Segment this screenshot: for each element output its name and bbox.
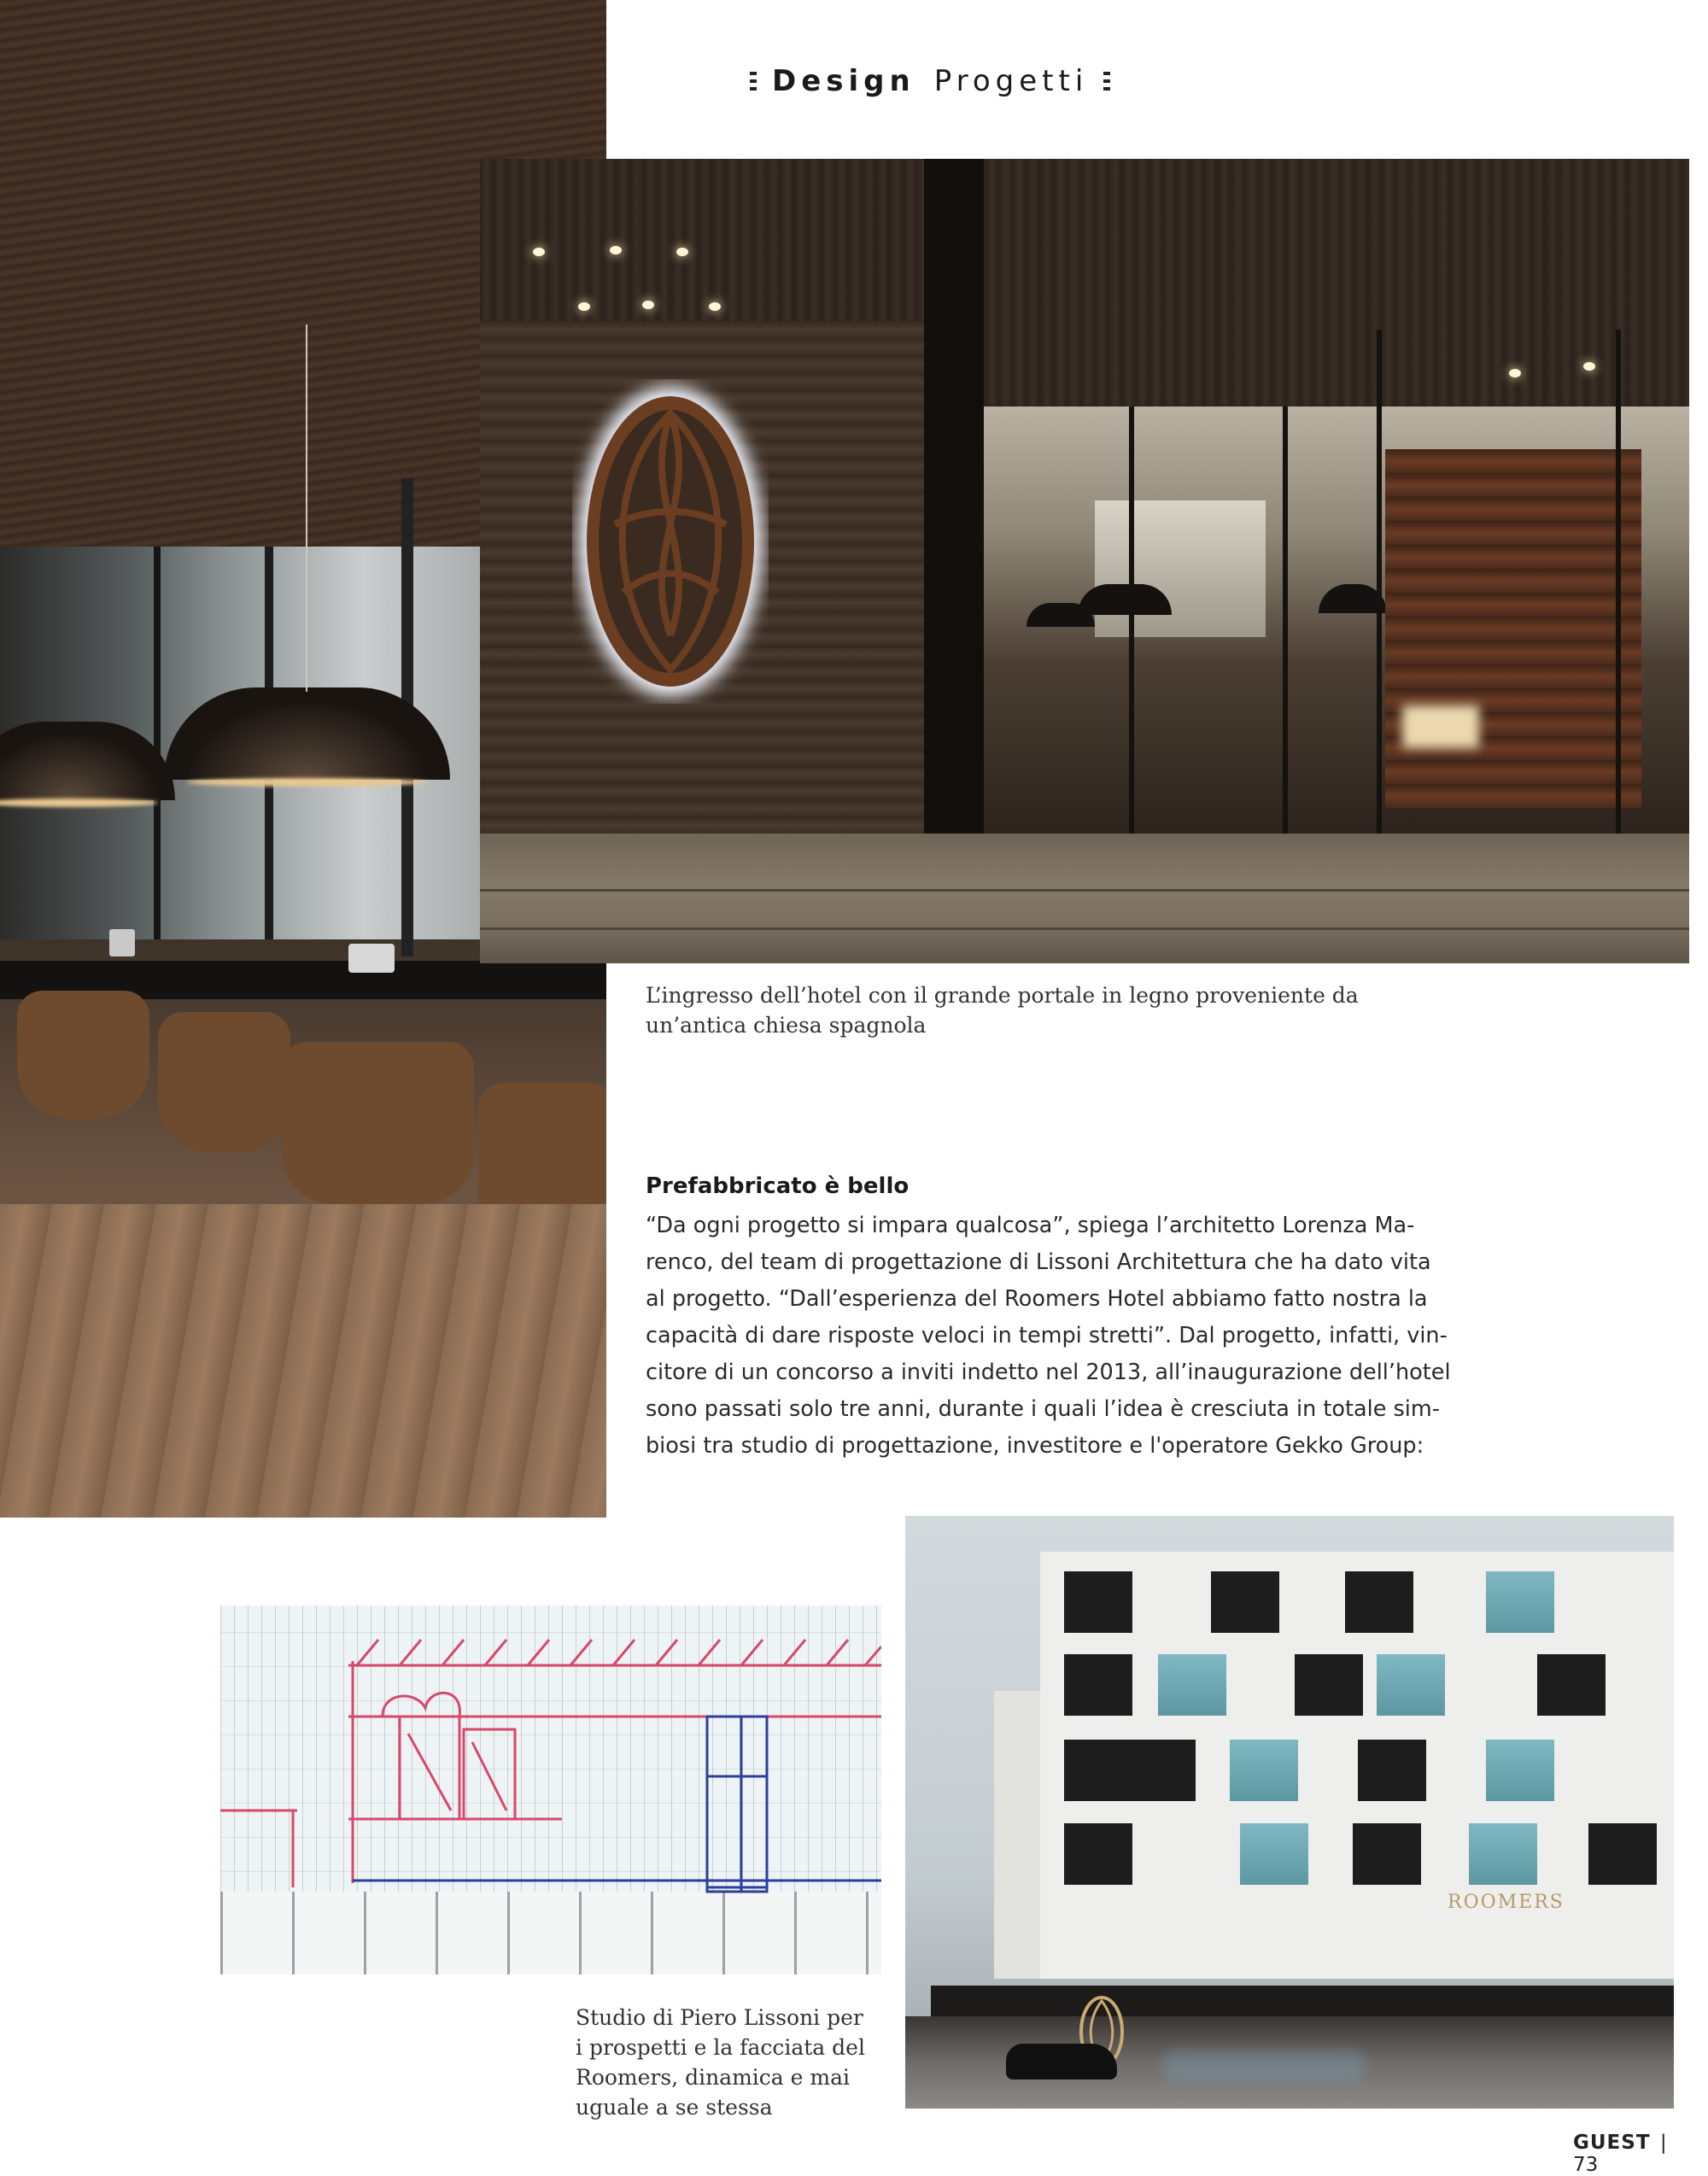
facade-window: [1230, 1740, 1298, 1801]
page-footer: [1573, 2132, 1708, 2176]
body-line: “Da ogni progetto si impara qualcosa”, spiega l’architetto Lorenza Ma-: [646, 1213, 1415, 1238]
lounge-chair: [17, 991, 149, 1119]
facade-window: [1345, 1571, 1413, 1633]
header-dots-right: [1103, 72, 1110, 91]
body-line: al progetto. “Dall’esperienza del Roomers Hotel abbiamo fatto nostra la: [646, 1286, 1428, 1312]
interior-window: [1095, 500, 1266, 637]
interior-lamp: [1078, 584, 1172, 615]
building-side-wing: [994, 1691, 1045, 1979]
article-body: [646, 1208, 1451, 1465]
glass-mullion: [1283, 407, 1288, 834]
moving-car-blur: [1161, 2050, 1366, 2085]
ceiling-spotlight: [676, 248, 688, 256]
facade-window: [1064, 1740, 1132, 1801]
roomers-sign: ROOMERS: [1448, 1892, 1565, 1913]
ceiling-spotlight: [610, 246, 622, 254]
facade-window: [1358, 1740, 1426, 1801]
facade-window: [1211, 1571, 1279, 1633]
pendant-lamp: [164, 687, 450, 780]
facade-window: [1240, 1823, 1308, 1885]
page-number: 73: [1573, 2154, 1599, 2176]
hotel-logo-emblem-icon: [572, 379, 769, 704]
body-line: sono passati solo tre anni, durante i quali l’idea è cresciuta in totale sim-: [646, 1396, 1440, 1422]
caption-line: Roomers, dinamica e mai: [576, 2065, 851, 2090]
glass-mullion: [1129, 407, 1134, 834]
caption-line: un’antica chiesa spagnola: [646, 1013, 927, 1038]
facade-window: [1158, 1654, 1226, 1716]
lounge-chair: [158, 1012, 290, 1153]
ceiling-spotlight: [642, 301, 654, 309]
facade-window: [1377, 1654, 1445, 1716]
facade-window: [1486, 1740, 1554, 1801]
header-dots-left: [750, 72, 757, 91]
caption-line: L’ingresso dell’hotel con il grande portale in legno proveniente da: [646, 983, 1359, 1008]
body-line: biosi tra studio di progettazione, investitore e l'operatore Gekko Group:: [646, 1433, 1424, 1459]
facade-window: [1486, 1571, 1554, 1633]
facade-window: [1064, 1654, 1132, 1716]
window-mullion: [154, 547, 161, 939]
facade-window: [1127, 1740, 1196, 1801]
entrance-caption: [646, 980, 1414, 1040]
facade-window: [1353, 1823, 1421, 1885]
section-header: [734, 60, 1126, 102]
laptop: [109, 929, 135, 956]
lounge-chair: [282, 1042, 474, 1204]
body-line: capacità di dare risposte veloci in tempi stretti”. Dal progetto, infatti, vin-: [646, 1323, 1448, 1348]
caption-line: i prospetti e la facciata del: [576, 2035, 865, 2060]
glass-mullion: [1616, 330, 1621, 834]
facade-window: [1537, 1654, 1606, 1716]
ceiling-spotlight: [533, 248, 545, 256]
step-edge: [480, 889, 1689, 892]
caption-line: Studio di Piero Lissoni per: [576, 2005, 863, 2030]
facade-window: [1469, 1823, 1537, 1885]
facade-window: [1588, 1823, 1657, 1885]
article-subheading: Prefabbricato è bello: [646, 1173, 910, 1199]
magazine-name: GUEST: [1573, 2132, 1651, 2154]
section-title-light: Progetti: [933, 64, 1089, 98]
ceiling-spotlight: [578, 302, 590, 311]
entrance-pillar: [924, 159, 984, 893]
building-canopy: [931, 1986, 1674, 2016]
footer-separator: |: [1659, 2132, 1667, 2154]
parked-car: [1006, 2044, 1117, 2079]
ceiling-spotlight: [1509, 369, 1521, 377]
facade-window: [1064, 1823, 1132, 1885]
sketch-lines: [220, 1606, 881, 1974]
body-line: citore di un concorso a inviti indetto nel 2013, all’inaugurazione dell’hotel: [646, 1360, 1451, 1385]
lamp-cord: [306, 325, 307, 692]
section-title-bold: Design: [772, 64, 915, 98]
facade-sketch: [220, 1606, 881, 1974]
body-line: renco, del team di progettazione di Lissoni Architettura che ha dato vita: [646, 1249, 1431, 1275]
ceiling-spotlight: [1583, 362, 1595, 371]
facade-window: [1295, 1654, 1363, 1716]
wood-floor: [0, 1204, 606, 1518]
facade-window: [1064, 1571, 1132, 1633]
wooden-church-portal: [1385, 449, 1641, 808]
sketch-caption: [576, 2003, 883, 2122]
building-photo: [905, 1516, 1674, 2109]
ceiling-spotlight: [709, 302, 721, 311]
entrance-steps: [480, 834, 1689, 963]
glass-mullion: [1377, 330, 1382, 834]
candles-glow: [1402, 705, 1479, 748]
laptop: [348, 944, 395, 973]
step-edge: [480, 927, 1689, 930]
entrance-photo: [480, 159, 1689, 963]
caption-line: uguale a se stessa: [576, 2095, 773, 2120]
